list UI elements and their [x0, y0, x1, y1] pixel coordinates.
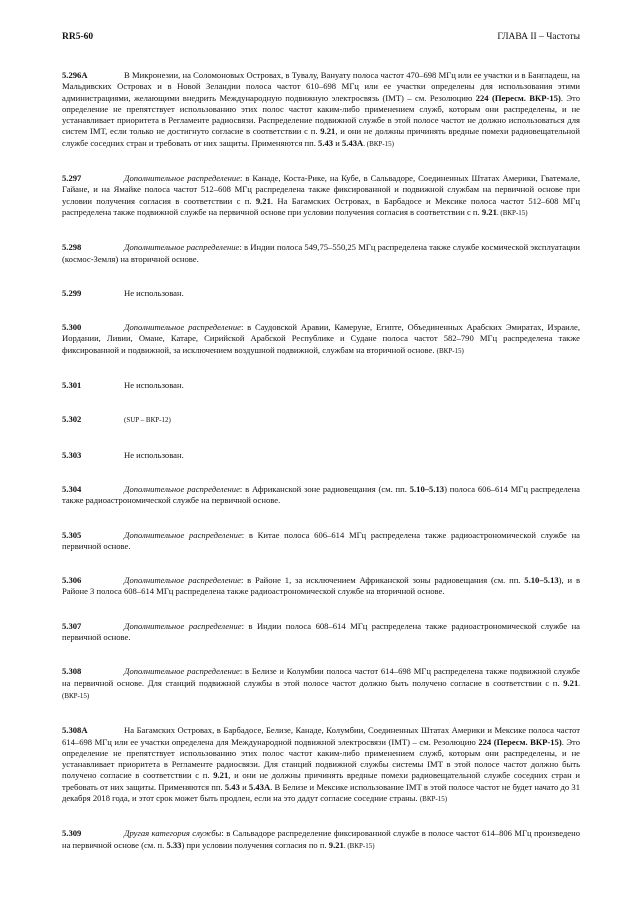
footnote-text: : в Канаде, Коста-Рике, на Кубе, в Сальвадоре, Соединенных Штатах Америки, Гватемале, Гайане, и на Ямайке полоса частот 512–608 МГц распределена также фиксированной и подвижной службам на первичной основе при условии получения согласия в соответствии с п. [62, 173, 580, 206]
footnote-number: 5.309 [62, 828, 82, 839]
footnote-number: 5.308A [62, 725, 88, 736]
footnote-entry [62, 322, 580, 357]
allocation-type: Дополнительное распределение [124, 529, 242, 540]
footnote-text: . Это определение не препятствует использованию этих полос частот каким-либо применением служб, которым они распределены, и не устанавливает приоритета в Регламенте радиосвязи. Для станций подвижной службы системы IMT в этой полосе частот должно быть получено согласие в соответствии с п. [62, 736, 580, 781]
reference: 5.43 [224, 781, 240, 792]
reference: 5.33 [166, 839, 182, 850]
footnote-text: . Это определение не препятствует использованию этих полос частот каким-либо применением служб, которым они распределены, и не устанавливает приоритета в Регламенте радиосвязи. Распределение подвижной службе в этой полосе частот не должно использоваться для систем IMT, если только не достигнуто согласие в соответствии с п. [62, 92, 580, 137]
footnote-number: 5.300 [62, 322, 82, 333]
revision-tag: . (ВКР-15) [496, 208, 528, 217]
footnote-number: 5.307 [62, 620, 82, 631]
reference: 5.10–5.13 [524, 575, 559, 586]
allocation-type: Дополнительное распределение [124, 173, 241, 184]
footnote-entry [62, 484, 580, 507]
footnote-number: 5.306 [62, 575, 82, 586]
footnote-text: Не использован. [124, 287, 184, 298]
footnote-text: и [239, 781, 249, 792]
footnote-text: : в Африканской зоне радиовещания (см. пп. [239, 483, 410, 494]
footnote-entry [62, 575, 580, 598]
footnote-text: Не использован. [124, 380, 184, 391]
footnote-entry [62, 288, 580, 299]
footnote-text: ) полоса 606–614 МГц распределена также радиоастрономической службе на первичной основе. [62, 483, 580, 506]
allocation-type: Дополнительное распределение [124, 666, 240, 677]
footnote-entry [62, 621, 580, 644]
revision-tag: (ВКР-15) [419, 794, 448, 803]
page-header [62, 32, 580, 46]
reference: 9.21 [213, 770, 229, 781]
footnote-text: : в Сальвадоре распределение фиксированной службе в полосе частот 614–806 МГц произведено на первичной основе (см. п. [62, 828, 580, 850]
revision-tag: . (ВКР-15) [343, 841, 375, 850]
footnote-text: . На Багамских Островах, в Барбадосе и Мексике полоса частот 512–608 МГц распределена также подвижной службе на первичной основе при условии получения согласия в соответствии с п. [62, 195, 580, 217]
footnote-text: : в Индии полоса 608–614 МГц распределена также радиоастрономической службе на первичной основе. [62, 620, 580, 643]
footnote-text: Не использован. [124, 449, 184, 460]
reference: 9.21 [481, 206, 497, 217]
footnote-entry [62, 380, 580, 391]
reference: 9.21 [563, 677, 579, 688]
reference: 9.21 [328, 839, 344, 850]
footnote-text: и [333, 137, 342, 148]
footnote-entry [62, 530, 580, 553]
allocation-type: Дополнительное распределение [124, 575, 241, 586]
footnote-number: 5.303 [62, 449, 82, 460]
footnote-text: ), и в Районе 3 полоса 608–614 МГц распределена также радиоастрономической службе на вторичной основе. [62, 575, 580, 597]
reference: 224 (Пересм. ВКР-15) [475, 92, 561, 103]
footnote-text: : в Китае полоса 606–614 МГц распределена также радиоастрономической службе на первичной основе. [62, 529, 580, 551]
allocation-type: Дополнительное распределение [124, 322, 241, 333]
reference: 9.21 [255, 195, 271, 206]
reference: 224 (Пересм. ВКР-15) [478, 736, 562, 747]
footnote-text: : в Саудовской Аравии, Камеруне, Египте, Объединенных Арабских Эмиратах, Израиле, Иордании, Ливии, Омане, Катаре, Сирийской Арабской Республике и Судане полоса частот 582–790 МГц распределена также фиксированной и подвижной, за исключением воздушной подвижной, службам на вторичной основе. [62, 322, 580, 355]
footnote-entry [62, 70, 580, 150]
revision-tag: (ВКР-15) [436, 346, 464, 355]
footnote-number: 5.304 [62, 483, 82, 494]
footnote-number: 5.296A [62, 70, 88, 80]
footnote-number: 5.299 [62, 287, 82, 298]
footnote-entry [62, 242, 580, 265]
revision-tag: (SUP – ВКР-12) [124, 416, 171, 425]
reference: 5.43A [248, 781, 271, 792]
allocation-type: Дополнительное распределение [124, 483, 240, 494]
reference: 5.43 [318, 137, 334, 148]
reference: 5.10–5.13 [409, 483, 445, 494]
footnote-entry [62, 725, 580, 805]
footnote-entry [62, 666, 580, 702]
footnote-text: В Микронезии, на Соломоновых Островах, в Тувалу, Вануату полоса частот 470–698 МГц или ее участки и в Бангладеш, на Мальдивских Островах и в Новой Зеландии полоса частот 610–698 МГц или ее участки определены для использования этими администрациями, желающими внедрить Международную подвижную электросвязь (IMT) – см. Резолюцию [62, 70, 580, 103]
chapter-title: ГЛАВА II – Частоты [497, 32, 580, 42]
footnote-entry [62, 450, 580, 461]
footnote-number: 5.308 [62, 666, 82, 677]
document-code: RR5-60 [62, 32, 94, 42]
footnote-text: , и они не должны причинять вредные помехи радиовещательной службе соседних стран и требовать от них защиты. Применяются пп. [62, 126, 580, 148]
allocation-type: Дополнительное распределение [124, 620, 242, 631]
reference: 5.43A [342, 137, 364, 148]
footnote-list [62, 70, 580, 852]
allocation-type: Дополнительное распределение [124, 242, 240, 253]
allocation-type: Другая категория службы [124, 828, 222, 839]
footnote-text: , и они не должны причинять вредные помехи радиовещательной службе соседних стран и требовать от них защиты. Применяются пп. [62, 770, 581, 792]
footnote-number: 5.302 [62, 414, 82, 425]
revision-tag: . (ВКР-15) [363, 139, 394, 148]
reference: 9.21 [320, 126, 336, 137]
footnote-text: : в Белизе и Колумбии полоса частот 614–698 МГц распределена также подвижной службе на первичной основе. Для станций подвижной службы в этой полосе частот должно быть получено согласие в соответствии с п. [62, 666, 580, 688]
footnote-text: На Багамских Островах, в Барбадосе, Белизе, Канаде, Колумбии, Соединенных Штатах Америки и Мексике полоса частот 614–698 МГц или ее участки определена для Международной подвижной электросвязи (IMT) – см. Резолюцию [62, 725, 580, 747]
revision-tag: . (ВКР-15) [62, 679, 580, 700]
footnote-number: 5.305 [62, 529, 82, 540]
footnote-number: 5.298 [62, 242, 82, 253]
footnote-entry [62, 828, 580, 852]
footnote-entry [62, 173, 580, 219]
footnote-number: 5.301 [62, 380, 82, 391]
footnote-number: 5.297 [62, 173, 82, 184]
footnote-text: : в Индии полоса 549,75–550,25 МГц распределена также службе космической эксплуатации (космос-Земля) на вторичной основе. [62, 242, 580, 264]
footnote-entry [62, 414, 580, 426]
footnote-text: . В Белизе и Мексике использование IMT в этой полосе частот не будет начато до 31 декабря 2018 года, и этот срок может быть продлен, если на это дадут согласие соседние страны. [62, 781, 581, 803]
footnote-text: : в Районе 1, за исключением Африканской зоны радиовещания (см. пп. [240, 575, 525, 586]
footnote-text: ) при условии получения согласия по п. [181, 839, 329, 850]
